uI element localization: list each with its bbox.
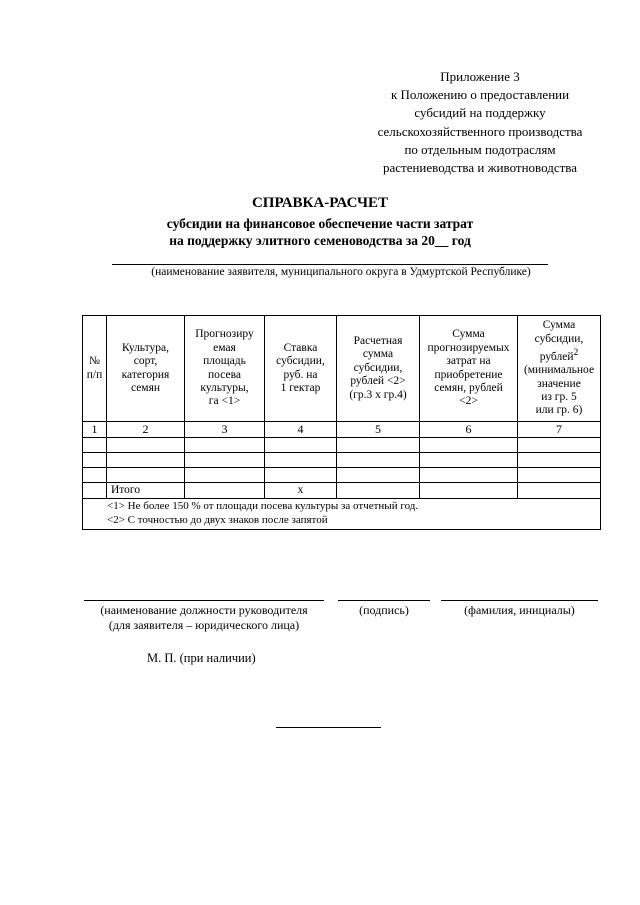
notes-row [83,499,601,530]
document-subtitle: на поддержку элитного семеноводства за 20__ год [169,233,471,248]
table-cell[interactable] [107,438,185,453]
appendix-header [330,68,630,177]
table-cell[interactable] [83,453,107,468]
total-label: Итого [107,483,185,499]
column-header-line: (гр.3 x гр.4) [349,388,407,401]
total-subsidy-cell[interactable] [518,483,601,499]
column-header [420,316,518,422]
column-number: 2 [107,422,185,438]
footnote: <1> Не более 150 % от площади посева культуры за отчетный год. [107,500,419,512]
column-header-line: Культура, [122,341,169,354]
total-costs-cell[interactable] [420,483,518,499]
signature-caption: (подпись) [359,603,409,617]
table-cell[interactable] [518,453,601,468]
appendix-line: растениеводства и животноводства [382,160,578,176]
total-rate-cell: x [265,483,337,499]
calculation-table [82,315,601,530]
position-signature-line[interactable] [84,600,324,601]
end-divider [276,727,381,728]
column-header-line: п/п [86,368,103,381]
column-header-line: сумма [362,348,394,361]
column-header-line: затрат на [446,355,491,368]
column-number: 5 [337,422,420,438]
table-cell[interactable] [518,468,601,483]
column-header-line: га <1> [208,395,241,408]
table-cell[interactable] [265,468,337,483]
column-header-line: площадь [203,355,246,368]
table-cell[interactable] [185,453,265,468]
column-header-line: № [89,355,100,368]
table-cell[interactable] [107,453,185,468]
table-cell[interactable] [337,453,420,468]
applicant-caption: (наименование заявителя, муниципального округа в Удмуртской Республике) [151,266,531,278]
column-header-line: приобретение [434,368,503,381]
column-header-line: Прогнозиру [195,328,254,341]
column-header-line: посева [208,368,241,381]
document-subtitle: субсидии на финансовое обеспечение части затрат [166,216,474,231]
table-cell[interactable] [265,453,337,468]
column-number: 6 [420,422,518,438]
footnotes [83,499,601,530]
column-header-line: 1 гектар [280,381,321,394]
appendix-line: по отдельным подотраслям [404,141,556,157]
total-calculated-sum-cell[interactable] [337,483,420,499]
table-cell[interactable] [337,468,420,483]
appendix-line: субсидий на поддержку [414,105,546,121]
table-cell[interactable] [420,453,518,468]
column-header-line: Сумма [452,328,485,341]
signature-line[interactable] [338,600,430,601]
appendix-line: к Положению о предоставлении [390,87,570,103]
column-number: 3 [185,422,265,438]
stamp-placeholder: М. П. (при наличии) [147,651,256,665]
appendix-line: Приложение 3 [440,69,520,84]
column-header-line: <2> [459,395,478,408]
column-header [337,316,420,422]
column-header: Сумма субсидии, рублей$^2$ (минимальное значение из гр. 5 или гр. 6) [518,316,601,422]
position-caption: (наименование должности руководителя (для заявителя – юридического лица) [100,603,308,632]
table-cell[interactable] [83,468,107,483]
column-header [265,316,337,422]
document-title: СПРАВКА-РАСЧЕТ [251,195,389,211]
column-header-line: семян, рублей [434,381,503,394]
column-header [185,316,265,422]
total-row [83,483,601,499]
table-cell[interactable] [185,468,265,483]
table-cell[interactable] [337,438,420,453]
table-row[interactable] [83,468,601,483]
applicant-name-line[interactable] [112,264,548,265]
column-number-row [83,422,601,438]
name-signature-line[interactable] [441,600,598,601]
appendix-line: сельскохозяйственного производства [377,123,583,139]
column-number: 7 [518,422,601,438]
column-header-line: субсидии, [353,361,403,374]
column-header-line: культуры, [200,381,249,394]
total-area-cell[interactable] [185,483,265,499]
table-cell[interactable] [420,468,518,483]
column-header-line: Ставка [283,341,318,354]
table-cell[interactable] [83,438,107,453]
name-caption: (фамилия, инициалы) [464,603,575,617]
table-cell[interactable] [107,468,185,483]
column-header-line: семян [130,381,161,394]
table-cell [83,483,107,499]
column-header-line: руб. на [283,368,318,381]
table-row[interactable] [83,453,601,468]
table-cell[interactable] [185,438,265,453]
column-header-line: сорт, [133,355,158,368]
column-header [83,316,107,422]
column-header-line: категория [121,368,170,381]
column-header-line: прогнозируемых [427,341,510,354]
column-header-line: субсидии, [276,355,325,368]
column-header [107,316,185,422]
table-row[interactable] [83,438,601,453]
column-header-line: емая [213,341,236,354]
column-header-line: Расчетная [353,334,403,347]
table-cell[interactable] [420,438,518,453]
table-cell[interactable] [265,438,337,453]
column-number: 4 [265,422,337,438]
table-cell[interactable] [518,438,601,453]
footnote: <2> С точностью до двух знаков после запятой [107,513,328,526]
column-number: 1 [83,422,107,438]
column-header-line: рублей <2> [350,375,406,388]
table-header-row [83,316,601,422]
